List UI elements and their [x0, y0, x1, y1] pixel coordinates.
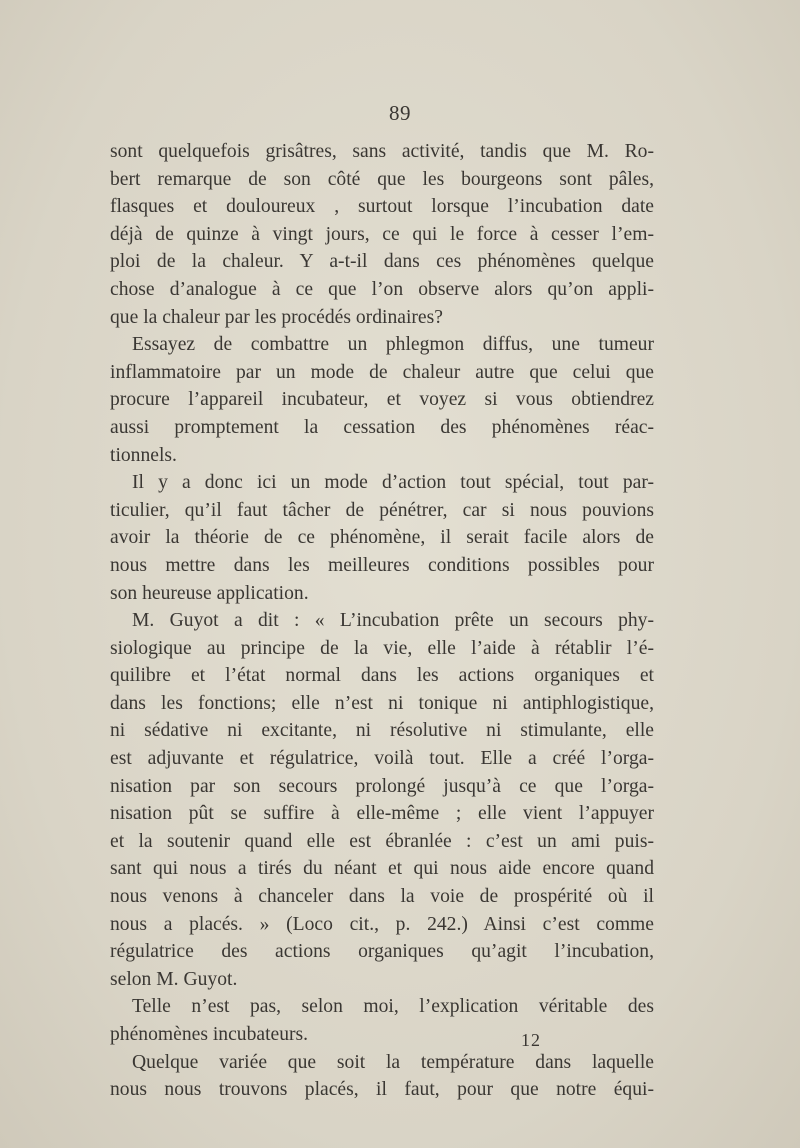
text-line: quilibre et l’état normal dans les actions organiques et [110, 665, 654, 687]
text-line: Essayez de combattre un phlegmon diffus, une tumeur [132, 334, 654, 356]
text-line: nisation pût se suffire à elle-même ; elle vient l’appuyer [110, 803, 654, 825]
text-line: selon M. Guyot. [110, 968, 238, 990]
text-line: ni sédative ni excitante, ni résolutive ni stimulante, elle [110, 720, 654, 742]
text-line: régulatrice des actions organiques qu’agit l’incubation, [110, 941, 654, 963]
text-line: est adjuvante et régulatrice, voilà tout. Elle a créé l’orga- [110, 748, 654, 770]
text-line: Il y a donc ici un mode d’action tout spécial, tout par- [132, 472, 654, 494]
text-line: flasques et douloureux , surtout lorsque l’incubation date [110, 196, 654, 218]
text-line: avoir la théorie de ce phénomène, il serait facile alors de [110, 527, 654, 549]
text-line: sont quelquefois grisâtres, sans activité, tandis que M. Ro- [110, 141, 654, 162]
text-line: aussi promptement la cessation des phénomènes réac- [110, 416, 654, 438]
signature-mark: 12 [521, 1030, 541, 1050]
text-line: et la soutenir quand elle est ébranlée : c’est un ami puis- [110, 830, 654, 852]
text-line: ticulier, qu’il faut tâcher de pénétrer, car si nous pouvions [110, 499, 654, 521]
text-line: déjà de quinze à vingt jours, ce qui le force à cesser l’em- [110, 223, 654, 245]
text-line: phénomènes incubateurs. [110, 1024, 309, 1045]
text-line: que la chaleur par les procédés ordinaires? [110, 306, 443, 328]
text-line: dans les fonctions; elle n’est ni tonique ni antiphlogistique, [110, 692, 654, 714]
text-line: Quelque variée que soit la température dans laquelle [132, 1051, 654, 1073]
text-line: bert remarque de son côté que les bourgeons sont pâles, [110, 168, 654, 190]
text-line: procure l’appareil incubateur, et voyez si vous obtiendrez [110, 389, 654, 411]
text-line: inflammatoire par un mode de chaleur autre que celui que [110, 361, 654, 383]
text-line: nous a placés. » (Loco cit., p. 242.) Ainsi c’est comme [110, 913, 654, 935]
text-line: tionnels. [110, 444, 177, 466]
text-line: nous nous trouvons placés, il faut, pour que notre équi- [110, 1079, 654, 1101]
page-number: 89 [389, 101, 411, 125]
text-line: son heureuse application. [110, 582, 309, 604]
text-line: nous mettre dans les meilleures conditions possibles pour [110, 554, 654, 576]
text-line: sant qui nous a tirés du néant et qui nous aide encore quand [110, 858, 654, 880]
text-line: nisation par son secours prolongé jusqu’à ce que l’orga- [110, 775, 654, 797]
body-text [110, 138, 654, 1104]
text-line: Telle n’est pas, selon moi, l’explication véritable des [132, 996, 654, 1018]
text-line: nous venons à chanceler dans la voie de prospérité où il [110, 886, 654, 908]
text-line: chose d’analogue à ce que l’on observe alors qu’on appli- [110, 278, 654, 300]
text-line: siologique au principe de la vie, elle l’aide à rétablir l’é- [110, 637, 654, 659]
text-line: M. Guyot a dit : « L’incubation prête un secours phy- [132, 610, 654, 632]
text-line: ploi de la chaleur. Y a-t-il dans ces phénomènes quelque [110, 251, 654, 273]
